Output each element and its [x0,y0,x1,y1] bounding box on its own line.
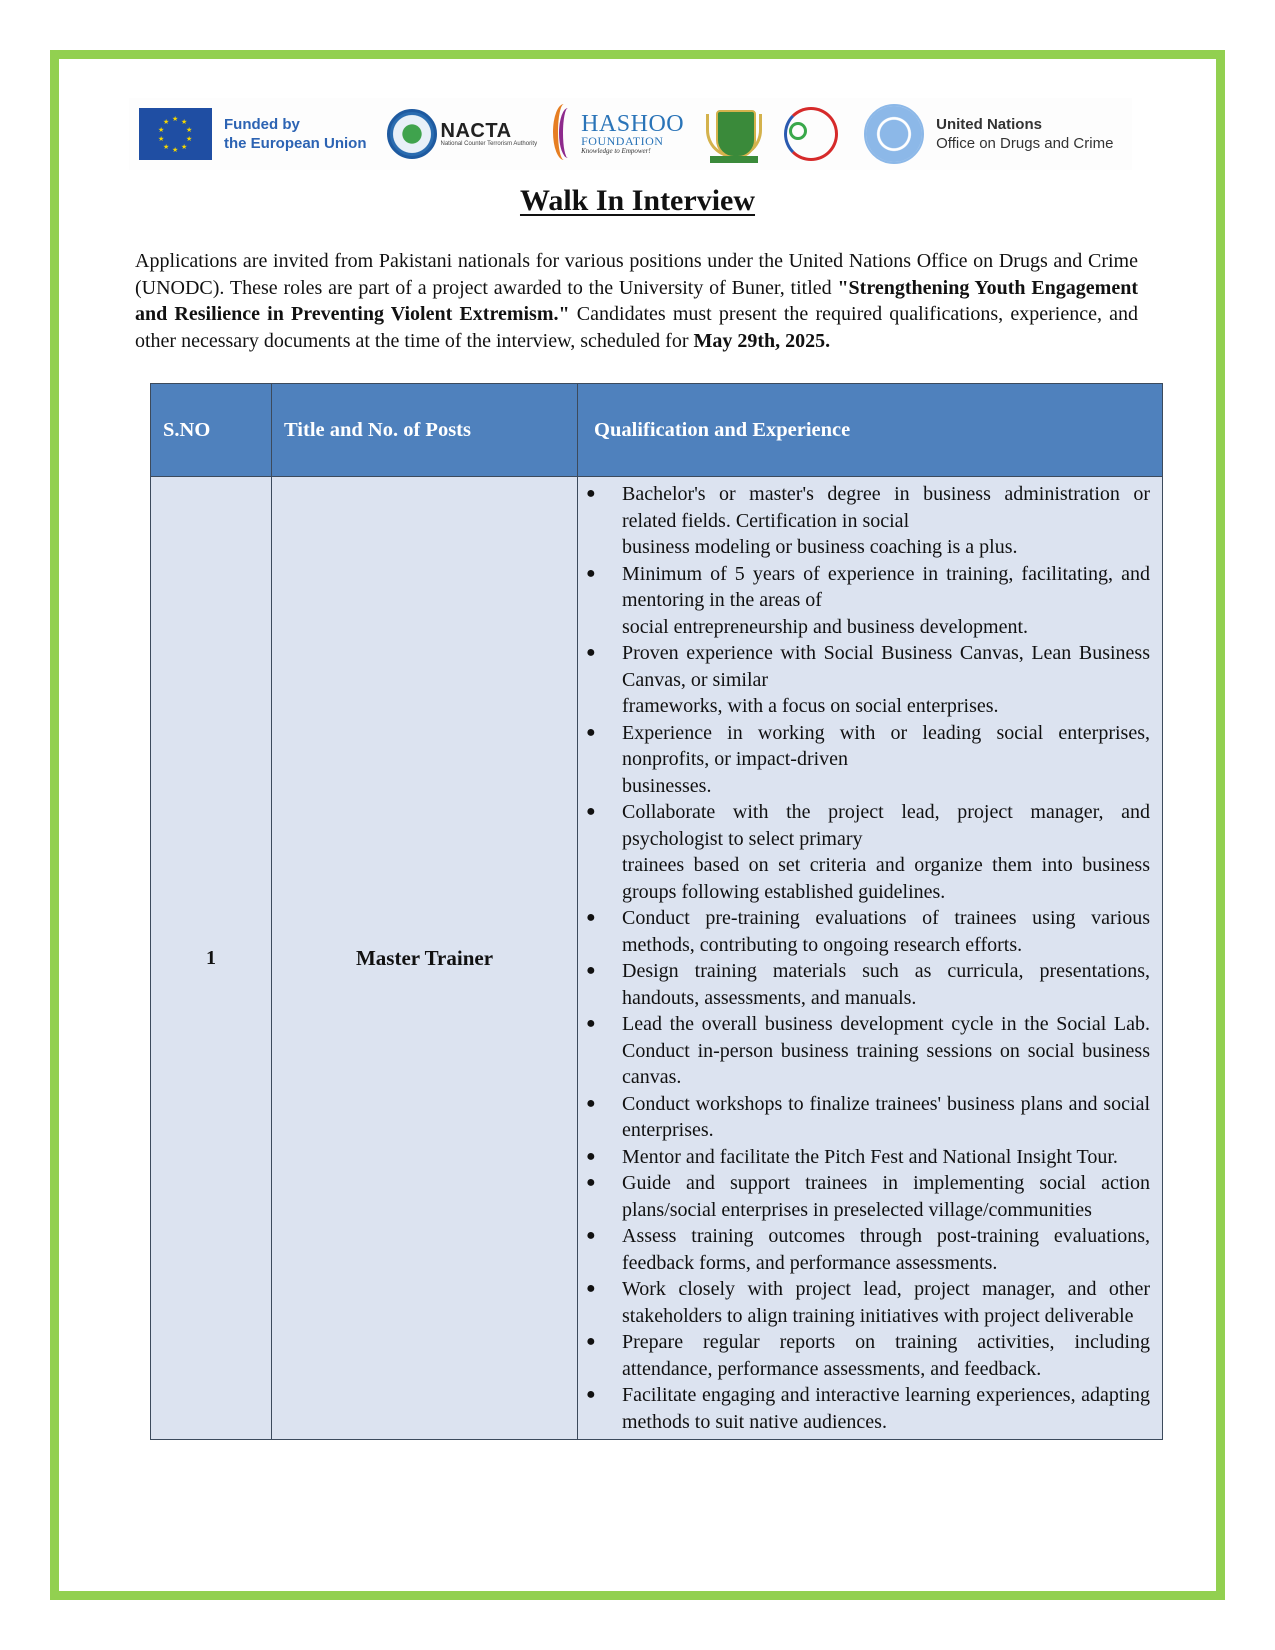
intro-text: Candidates must present the required qualifications, experience, and other necessary documents at the time of the interview, scheduled for [135,303,1139,352]
qualification-text: Work closely with project lead, project manager, and other stakeholders to align training initiatives with project deliverable [622,1278,1150,1327]
qualification-text: trainees based on set criteria and organize them into business groups following established guidelines. [622,854,1150,903]
bullet-icon: ● [586,1015,596,1032]
intro-text: Applications are invited from Pakistani nationals for various positions under the United Nations Office on Drugs and Crime (UNODC). These roles are part of a project awarded to the University of Buner, titled [135,250,1138,299]
project-title: "Strengthening Youth Engagement and Resilience in Preventing Violent Extremism." [135,276,1138,325]
qualification-text: Assess training outcomes through post-training evaluations, feedback forms, and performance assessments. [622,1225,1150,1274]
table-row [151,477,1163,1440]
bullet-icon: ● [586,1386,596,1403]
bullet-icon: ● [586,1147,596,1165]
nacta-logo [367,98,538,170]
qualification-text: Minimum of 5 years of experience in training, facilitating, and mentoring in the areas of [622,562,1150,611]
qualification-text: businesses. [622,774,712,797]
qualification-text: Conduct pre-training evaluations of trainees using various methods, contributing to ongoing research efforts. [622,907,1150,956]
bullet-icon: ● [586,1227,596,1244]
qualification-text: frameworks, with a focus on social enterprises. [622,695,999,717]
list-item [578,1144,1150,1171]
list-item [578,958,1150,1011]
positions-table [150,383,1163,1440]
list-item [578,1223,1150,1276]
ring-logo [762,98,838,170]
bullet-icon: ● [586,1174,596,1191]
hashoo-arc-icon [559,108,577,158]
unodc-logo [838,98,1113,170]
list-item [578,1329,1150,1382]
list-item [578,481,1150,561]
eu-flag-icon: ★ ★ ★ ★ ★ ★ ★ ★ ★ ★ [139,108,212,160]
qualification-text: Conduct workshops to finalize trainees' business plans and social enterprises. [622,1092,1150,1141]
qualification-text: social entrepreneurship and business development. [622,615,1028,638]
un-emblem-icon [864,104,924,164]
bullet-icon: ● [586,1094,596,1112]
list-item [578,1276,1150,1329]
qualification-text: Guide and support trainees in implementing social action plans/social enterprises in preselected village/communities [622,1172,1150,1221]
nacta-name: NACTA [440,120,512,142]
bullet-icon: ● [586,962,596,979]
nacta-seal-icon [387,109,437,159]
university-logo [684,98,762,170]
list-item [578,1011,1150,1091]
university-shield-icon [706,104,762,164]
qualification-list [578,481,1150,1435]
table-header-row [151,384,1163,477]
header-sno: S.NO [151,384,272,477]
bullet-icon: ● [586,564,596,582]
qualification-text: Proven experience with Social Business Canvas, Lean Business Canvas, or similar [622,642,1150,691]
eu-logo [129,98,367,170]
list-item [578,1170,1150,1223]
qualification-text: Prepare regular reports on training activities, including attendance, performance assessments, and feedback. [622,1331,1150,1380]
bullet-icon: ● [586,1333,596,1350]
cell-sno: 1 [151,477,272,1440]
cell-post-title: Master Trainer [272,477,578,1440]
qualification-text: Lead the overall business development cycle in the Social Lab. Conduct in-person business training sessions on social business canvas. [622,1013,1150,1088]
bullet-icon: ● [586,723,596,741]
list-item [578,1382,1150,1435]
nacta-subtitle: National Counter Terrorism Authority [440,141,538,147]
unodc-line2: Office on Drugs and Crime [936,135,1114,152]
qualification-text: Facilitate engaging and interactive learning experiences, adapting methods to suit native audiences. [622,1384,1150,1433]
qualification-text: Collaborate with the project lead, project manager, and psychologist to select primary [622,801,1150,850]
eu-line2: the European Union [224,135,367,152]
list-item [578,561,1150,641]
bullet-icon: ● [586,644,596,661]
list-item [578,720,1150,800]
hashoo-logo [553,98,684,170]
bullet-icon: ● [586,909,596,926]
cell-qualifications [578,477,1163,1440]
logo-banner [129,98,1132,170]
header-title: Title and No. of Posts [272,384,578,477]
list-item [578,1091,1150,1144]
eu-line1: Funded by [224,116,300,133]
list-item [578,905,1150,958]
list-item [578,799,1150,905]
intro-paragraph [135,248,1138,354]
bullet-icon: ● [586,485,596,502]
list-item [578,640,1150,720]
qualification-text: Mentor and facilitate the Pitch Fest and National Insight Tour. [622,1145,1118,1168]
page-title: Walk In Interview [519,184,756,217]
hashoo-name: HASHOO [581,111,685,137]
eu-funding-text [224,115,367,153]
header-qualification: Qualification and Experience [578,384,1163,477]
interview-date: May 29th, 2025. [693,329,831,352]
bullet-icon: ● [586,803,596,820]
qualification-text: Design training materials such as curricula, presentations, handouts, assessments, and manuals. [622,960,1150,1009]
qualification-text: Bachelor's or master's degree in business administration or related fields. Certification in social [622,483,1150,532]
qualification-text: Experience in working with or leading social enterprises, nonprofits, or impact-driven [622,721,1150,770]
unodc-line1: United Nations [936,116,1042,133]
hashoo-sub: FOUNDATION [581,134,664,148]
ring-logo-icon [784,107,838,161]
qualification-text: business modeling or business coaching is a plus. [622,536,1018,558]
hashoo-tagline: Knowledge to Empower! [581,147,651,155]
bullet-icon: ● [586,1280,596,1297]
